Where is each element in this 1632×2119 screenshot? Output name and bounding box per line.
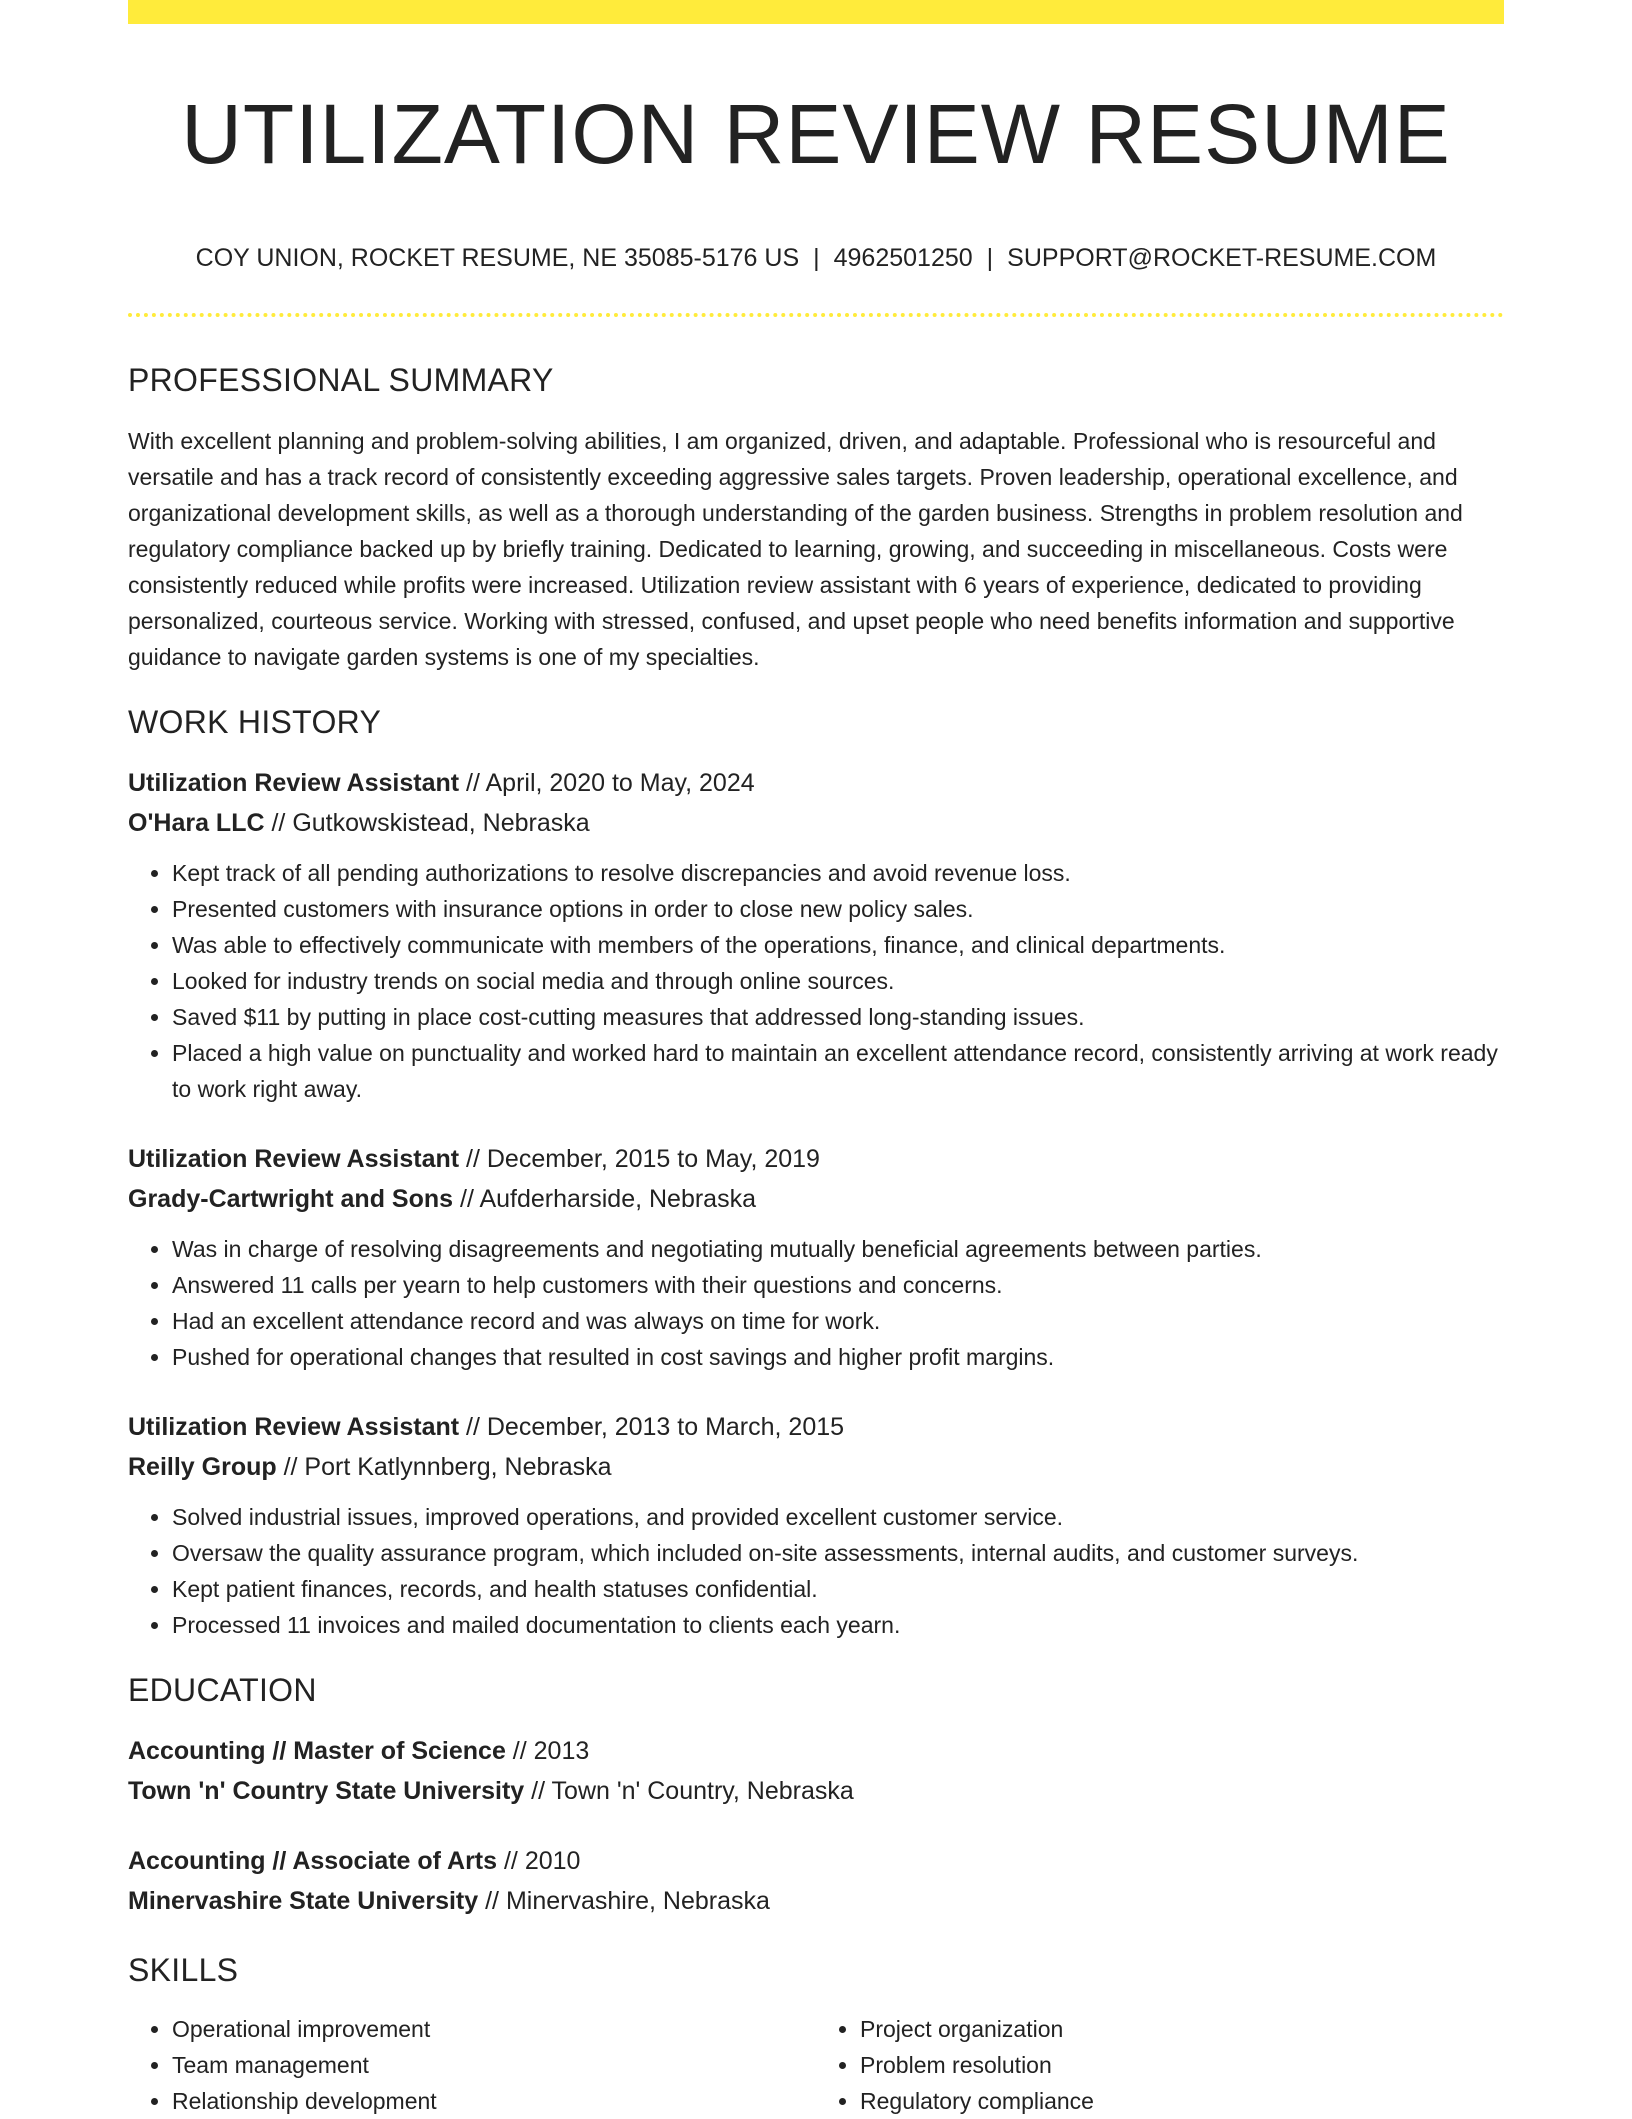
education-heading: EDUCATION [128, 1671, 317, 1708]
skill-item: • Regulatory compliance [860, 2083, 1504, 2119]
job-company-line [128, 803, 1504, 843]
summary-text: With excellent planning and problem-solving abilities, I am organized, driven, and adaptable. Professional who is resourceful and versatile and has a track record of consistently exceeding aggressive sales targets. Proven leadership, operational excellence, and organizational development skills, as well as a thorough understanding of the garden business. Strengths in problem resolution and regulatory compliance backed up by briefly training. Dedicated to learning, growing, and succeeding in miscellaneous. Costs were consistently reduced while profits were increased. Utilization review assistant with 6 years of experience, dedicated to providing personalized, courteous service. Working with stressed, confused, and upset people who need benefits information and supportive guidance to navigate garden systems is one of my specialties. [128, 427, 1463, 670]
skills-left-column [128, 2011, 816, 2119]
contact-phone: 4962501250 [833, 243, 973, 272]
job-title-line [128, 1139, 1504, 1179]
job-bullet: • Pushed for operational changes that resulted in cost savings and higher profit margins. [172, 1339, 1504, 1375]
job-entry [128, 1139, 1504, 1375]
skill-item: • Team management [172, 2047, 816, 2083]
education-entry [128, 1841, 1504, 1921]
job-bullets [128, 1499, 1504, 1643]
job-location: // Aufderharside, Nebraska [453, 1184, 756, 1213]
accent-bar [128, 0, 1504, 24]
school-location: // Town 'n' Country, Nebraska [524, 1776, 854, 1805]
job-bullet: • Answered 11 calls per yearn to help customers with their questions and concerns. [172, 1267, 1504, 1303]
degree-year: // 2013 [505, 1736, 590, 1765]
job-bullet: • Placed a high value on punctuality and worked hard to maintain an excellent attendance record, consistently arriving at work ready to work right away. [172, 1035, 1504, 1107]
job-bullet: • Presented customers with insurance options in order to close new policy sales. [172, 891, 1504, 927]
job-dates: // December, 2013 to March, 2015 [459, 1412, 845, 1441]
dotted-divider [128, 313, 1504, 317]
job-bullet: • Was able to effectively communicate with members of the operations, finance, and clinical departments. [172, 927, 1504, 963]
job-company-line [128, 1447, 1504, 1487]
job-company: O'Hara LLC [128, 808, 265, 837]
job-entry [128, 763, 1504, 1107]
job-title: Utilization Review Assistant [128, 1412, 460, 1441]
job-bullet: • Had an excellent attendance record and was always on time for work. [172, 1303, 1504, 1339]
job-bullet: • Was in charge of resolving disagreements and negotiating mutually beneficial agreements between parties. [172, 1231, 1504, 1267]
job-dates: // December, 2015 to May, 2019 [459, 1144, 820, 1173]
skills-heading: SKILLS [128, 1951, 239, 1988]
degree-year: // 2010 [497, 1846, 581, 1875]
job-title: Utilization Review Assistant [128, 768, 460, 797]
school-line [128, 1881, 1504, 1921]
job-company: Grady-Cartwright and Sons [128, 1184, 454, 1213]
contact-separator: | [986, 243, 994, 272]
job-bullet: • Solved industrial issues, improved operations, and provided excellent customer service. [172, 1499, 1504, 1535]
contact-email: SUPPORT@ROCKET-RESUME.COM [1007, 243, 1437, 272]
job-bullets [128, 1231, 1504, 1375]
resume-title: UTILIZATION REVIEW RESUME [181, 87, 1451, 181]
job-bullet: • Looked for industry trends on social media and through online sources. [172, 963, 1504, 999]
school: Town 'n' Country State University [128, 1776, 525, 1805]
contact-separator: | [813, 243, 820, 272]
job-location: // Gutkowskistead, Nebraska [264, 808, 590, 837]
job-company-line [128, 1179, 1504, 1219]
skills-columns [128, 2011, 1504, 2119]
job-bullet: • Saved $11 by putting in place cost-cutting measures that addressed long-standing issues. [172, 999, 1504, 1035]
summary-heading: PROFESSIONAL SUMMARY [128, 361, 554, 398]
job-bullet: • Processed 11 invoices and mailed documentation to clients each yearn. [172, 1607, 1504, 1643]
job-title-line [128, 1407, 1504, 1447]
resume-page [128, 0, 1504, 2119]
job-bullet: • Kept track of all pending authorizations to resolve discrepancies and avoid revenue loss. [172, 855, 1504, 891]
contact-line [128, 243, 1504, 273]
job-title-line [128, 763, 1504, 803]
degree: Accounting // Associate of Arts [128, 1846, 498, 1875]
skill-item: • Relationship development [172, 2083, 816, 2119]
skill-item: • Problem resolution [860, 2047, 1504, 2083]
degree: Accounting // Master of Science [128, 1736, 506, 1765]
degree-line [128, 1731, 1504, 1771]
job-title: Utilization Review Assistant [128, 1144, 460, 1173]
school-line [128, 1771, 1504, 1811]
skills-right-column [816, 2011, 1504, 2119]
skill-item: • Project organization [860, 2011, 1504, 2047]
education-entry [128, 1731, 1504, 1811]
job-bullet: • Oversaw the quality assurance program, which included on-site assessments, internal audits, and customer surveys. [172, 1535, 1504, 1571]
job-company: Reilly Group [128, 1452, 277, 1481]
degree-line [128, 1841, 1504, 1881]
skill-item: • Operational improvement [172, 2011, 816, 2047]
school: Minervashire State University [128, 1886, 479, 1915]
contact-address: COY UNION, ROCKET RESUME, NE 35085-5176 US [195, 243, 800, 272]
job-bullet: • Kept patient finances, records, and health statuses confidential. [172, 1571, 1504, 1607]
job-bullets [128, 855, 1504, 1107]
job-location: // Port Katlynnberg, Nebraska [276, 1452, 612, 1481]
school-location: // Minervashire, Nebraska [478, 1886, 770, 1915]
job-entry [128, 1407, 1504, 1643]
job-dates: // April, 2020 to May, 2024 [459, 768, 755, 797]
work-history-heading: WORK HISTORY [128, 703, 382, 740]
